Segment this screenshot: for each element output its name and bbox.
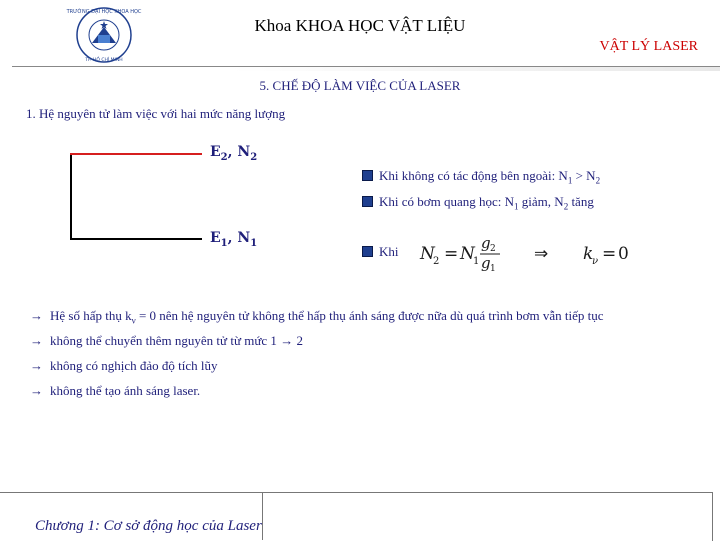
right-arrow-icon: → <box>30 383 43 398</box>
svg-text:TP. HỒ CHÍ MINH: TP. HỒ CHÍ MINH <box>85 58 123 63</box>
consequence-transfer: → không thể chuyển thêm nguyên tử từ mức 1 → 2 <box>30 333 303 348</box>
svg-text:⇒: ⇒ <box>534 244 549 264</box>
upper-energy-level <box>70 153 202 155</box>
consequence-absorption: → Hệ số hấp thụ $k_\nu = 0$ nên hệ nguyên tử không thể hấp thụ ánh sáng được nữa dù quá trình bơm vẫn tiếp tục <box>30 308 604 326</box>
consequence-inversion: → không có nghịch đảo độ tích lũy <box>30 358 218 373</box>
svg-text:k: k <box>583 244 594 264</box>
bullet-icon <box>362 170 373 181</box>
right-arrow-icon: → <box>30 308 43 323</box>
bullet-icon <box>362 196 373 207</box>
bullet-when: Khi <box>362 244 399 260</box>
svg-text:N: N <box>420 244 435 264</box>
bullet-optical-pumping: Khi có bơm quang học: $N_1$ giảm, $N_2$ tăng <box>362 194 594 212</box>
footer-divider <box>262 492 263 540</box>
equality-formula <box>418 234 638 274</box>
upper-level-label: $E_2$, $N_2$ <box>210 144 258 163</box>
svg-text:1: 1 <box>473 256 480 267</box>
svg-text:TRƯỜNG ĐẠI HỌC KHOA HỌC: TRƯỜNG ĐẠI HỌC KHOA HỌC <box>66 9 142 15</box>
course-label: VẬT LÝ LASER <box>599 39 698 54</box>
lower-energy-level <box>70 238 202 240</box>
subtitle: 1. Hệ nguyên tử làm việc với hai mức năng lượng <box>26 106 286 121</box>
svg-text:=: = <box>444 244 459 264</box>
svg-text:g: g <box>481 254 491 272</box>
footer-chapter-title: Chương 1: Cơ sở động học của Laser <box>35 518 262 534</box>
svg-text:0: 0 <box>618 244 629 264</box>
bullet-no-external: Khi không có tác động bên ngoài: $N_1 > N_2$ <box>362 168 600 186</box>
svg-text:N: N <box>460 244 475 264</box>
section-title: 5. CHẾ ĐỘ LÀM VIỆC CỦA LASER <box>259 78 461 93</box>
svg-text:g: g <box>481 234 491 252</box>
bullet-icon <box>362 246 373 257</box>
svg-text:1: 1 <box>490 264 496 274</box>
right-arrow-icon: → <box>30 333 43 348</box>
right-arrow-icon: → <box>280 333 294 348</box>
svg-text:=: = <box>602 244 617 264</box>
right-arrow-icon: → <box>30 358 43 373</box>
consequence-laser: → không thể tạo ánh sáng laser. <box>30 383 201 398</box>
header-title: Khoa KHOA HỌC VẬT LIỆU <box>254 16 466 35</box>
header-bar <box>230 67 720 71</box>
lower-level-label: $E_1$, $N_1$ <box>210 230 258 249</box>
svg-text:2: 2 <box>433 256 440 267</box>
svg-text:2: 2 <box>490 244 496 254</box>
svg-text:ν: ν <box>592 256 599 267</box>
level-connector <box>70 153 72 240</box>
